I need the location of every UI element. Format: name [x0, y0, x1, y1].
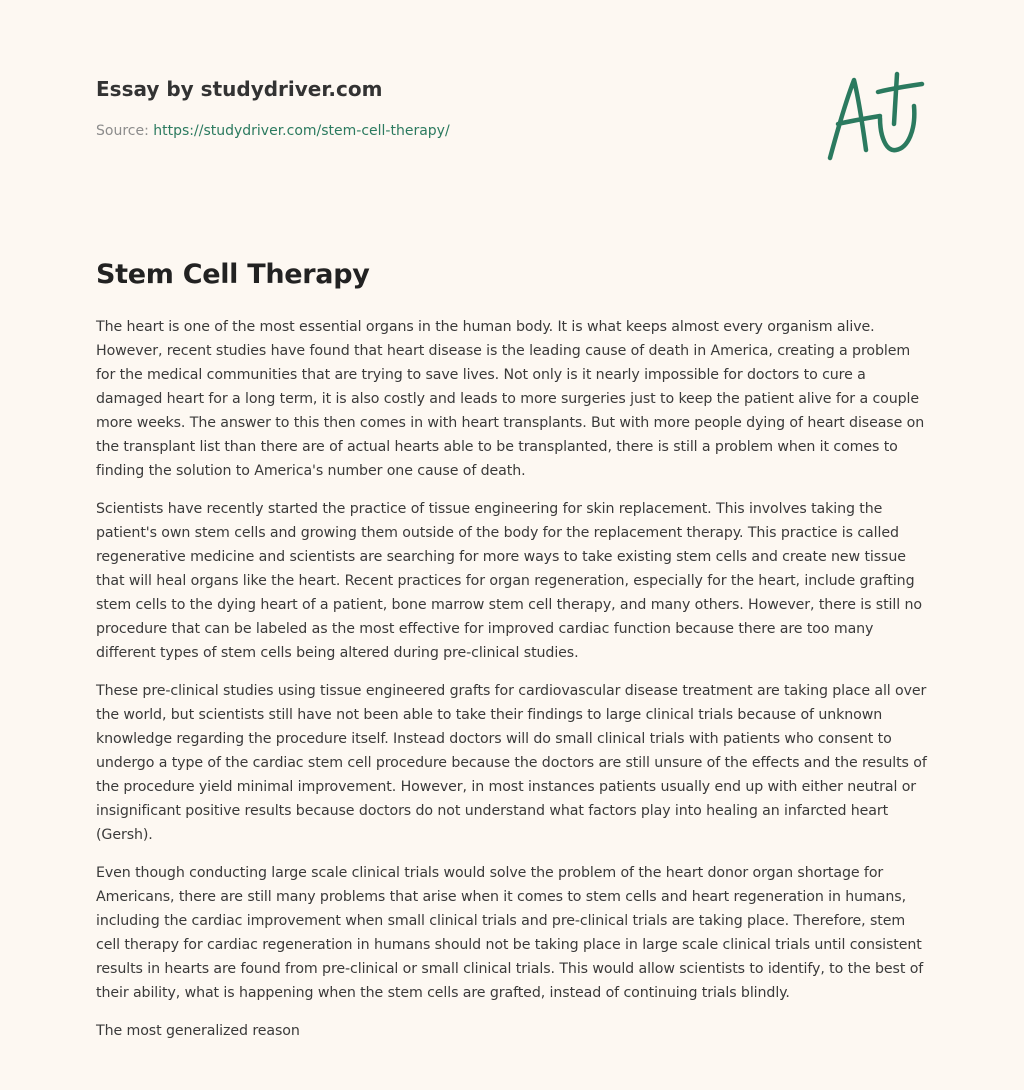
a-plus-logo-icon: [822, 66, 930, 166]
source-label: Source:: [96, 123, 149, 139]
essay-header: [96, 72, 696, 142]
page-title: Stem Cell Therapy: [96, 259, 370, 290]
paragraph: Even though conducting large scale clinical trials would solve the problem of the heart donor organ shortage for Americans, there are still many problems that arise when it comes to stem cells and heart regeneration in humans, including the cardiac improvement when small clinical trials and pre-clinical trials are taking place. Therefore, stem cell therapy for cardiac regeneration in humans should not be taking place in large scale clinical trials until consistent results in hearts are found from pre-clinical or small clinical trials. This would allow scientists to identify, to the best of their ability, what is happening when the stem cells are grafted, instead of continuing trials blindly.: [96, 865, 924, 1001]
paragraph: These pre-clinical studies using tissue engineered grafts for cardiovascular disease treatment are taking place all over the world, but scientists still have not been able to take their findings to large clinical trials because of unknown knowledge regarding the procedure itself. Instead doctors will do small clinical trials with patients who consent to undergo a type of the cardiac stem cell procedure because the doctors are still unsure of the effects and the results of the procedure yield minimal improvement. However, in most instances patients usually end up with either neutral or insignificant positive results because doctors do not understand what factors play into healing an infarcted heart (Gersh).: [96, 683, 927, 843]
paragraph: Scientists have recently started the practice of tissue engineering for skin replacement. This involves taking the patient's own stem cells and growing them outside of the body for the replacement therapy. This practice is called regenerative medicine and scientists are searching for more ways to take existing stem cells and create new tissue that will heal organs like the heart. Recent practices for organ regeneration, especially for the heart, include grafting stem cells to the dying heart of a patient, bone marrow stem cell therapy, and many others. However, there is still no procedure that can be labeled as the most effective for improved cardiac function because there are too many different types of stem cells being altered during pre-clinical studies.: [96, 501, 922, 661]
article-body: [96, 315, 932, 1057]
source-line: [96, 120, 696, 142]
paragraph: The most generalized reason: [96, 1023, 300, 1039]
paragraph: The heart is one of the most essential organs in the human body. It is what keeps almost every organism alive. However, recent studies have found that heart disease is the leading cause of death in America, creating a problem for the medical communities that are trying to save lives. Not only is it nearly impossible for doctors to cure a damaged heart for a long term, it is also costly and leads to more surgeries just to keep the patient alive for a couple more weeks. The answer to this then comes in with heart transplants. But with more people dying of heart disease on the transplant list than there are of actual hearts able to be transplanted, there is still a problem when it comes to finding the solution to America's number one cause of death.: [96, 319, 925, 479]
source-link[interactable]: https://studydriver.com/stem-cell-therapy/: [153, 123, 450, 139]
brand-title: Essay by studydriver.com: [96, 77, 383, 101]
